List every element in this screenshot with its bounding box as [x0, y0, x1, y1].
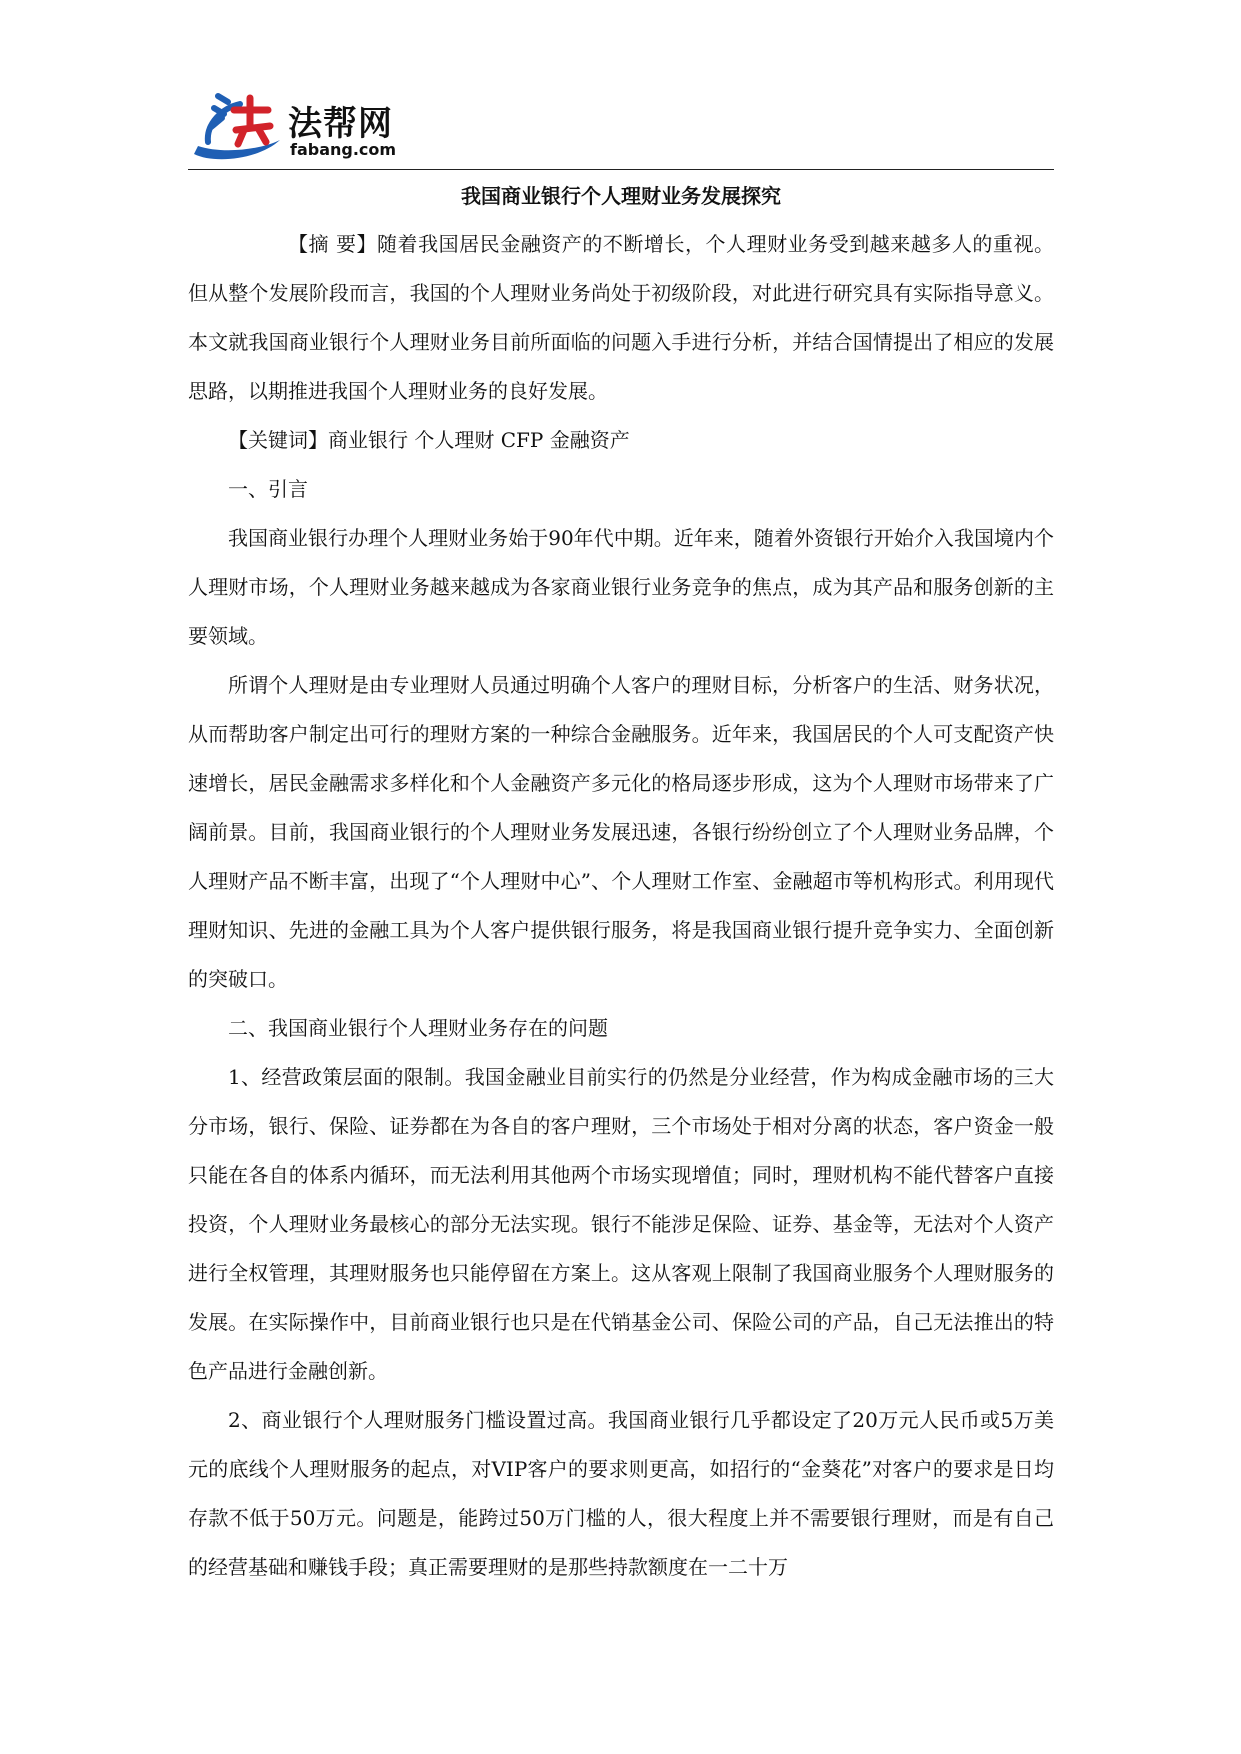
body-paragraph: 1、经营政策层面的限制。我国金融业目前实行的仍然是分业经营，作为构成金融市场的三大分市场，银行、保险、证券都在为各自的客户理财，三个市场处于相对分离的状态，客户资金一般只能在各自的体系内循环，而无法利用其他两个市场实现增值；同时，理财机构不能代替客户直接投资，个人理财业务最核心的部分无法实现。银行不能涉足保险、证券、基金等，无法对个人资产进行全权管理，其理财服务也只能停留在方案上。这从客观上限制了我国商业服务个人理财服务的发展。在实际操作中，目前商业银行也只是在代销基金公司、保险公司的产品，自己无法推出的特色产品进行金融创新。 [188, 1065, 1054, 1383]
body-paragraph: 所谓个人理财是由专业理财人员通过明确个人客户的理财目标，分析客户的生活、财务状况，从而帮助客户制定出可行的理财方案的一种综合金融服务。近年来，我国居民的个人可支配资产快速增长，居民金融需求多样化和个人金融资产多元化的格局逐步形成，这为个人理财市场带来了广阔前景。目前，我国商业银行的个人理财业务发展迅速，各银行纷纷创立了个人理财业务品牌，个人理财产品不断丰富，出现了“个人理财中心”、个人理财工作室、金融超市等机构形式。利用现代理财知识、先进的金融工具为个人客户提供银行服务，将是我国商业银行提升竞争实力、全面创新的突破口。 [188, 673, 1054, 991]
fa-logo-icon [188, 88, 286, 166]
body-paragraph: 我国商业银行办理个人理财业务始于90年代中期。近年来，随着外资银行开始介入我国境内个人理财市场，个人理财业务越来越成为各家商业银行业务竞争的焦点，成为其产品和服务创新的主要领域。 [188, 526, 1054, 648]
document-title: 我国商业银行个人理财业务发展探究 [461, 184, 781, 208]
document-body [188, 176, 1054, 1592]
section-heading: 二、我国商业银行个人理财业务存在的问题 [228, 1016, 608, 1040]
logo-domain: fabang.com [290, 140, 397, 159]
keywords-paragraph: 【关键词】商业银行 个人理财 CFP 金融资产 [228, 428, 630, 452]
body-paragraph: 2、商业银行个人理财服务门槛设置过高。我国商业银行几乎都设定了20万元人民币或5万美元的底线个人理财服务的起点，对VIP客户的要求则更高，如招行的“金葵花”对客户的要求是日均存款不低于50万元。问题是，能跨过50万门槛的人，很大程度上并不需要银行理财，而是有自己的经营基础和赚钱手段；真正需要理财的是那些持款额度在一二十万 [188, 1408, 1054, 1579]
header-divider [188, 169, 1054, 170]
section-heading: 一、引言 [228, 477, 308, 501]
abstract-paragraph: 【摘 要】随着我国居民金融资产的不断增长，个人理财业务受到越来越多人的重视。但从整个发展阶段而言，我国的个人理财业务尚处于初级阶段，对此进行研究具有实际指导意义。本文就我国商业银行个人理财业务目前所面临的问题入手进行分析，并结合国情提出了相应的发展思路，以期推进我国个人理财业务的良好发展。 [188, 232, 1054, 403]
header [188, 78, 1054, 170]
logo-text: 法帮网 [288, 104, 393, 144]
